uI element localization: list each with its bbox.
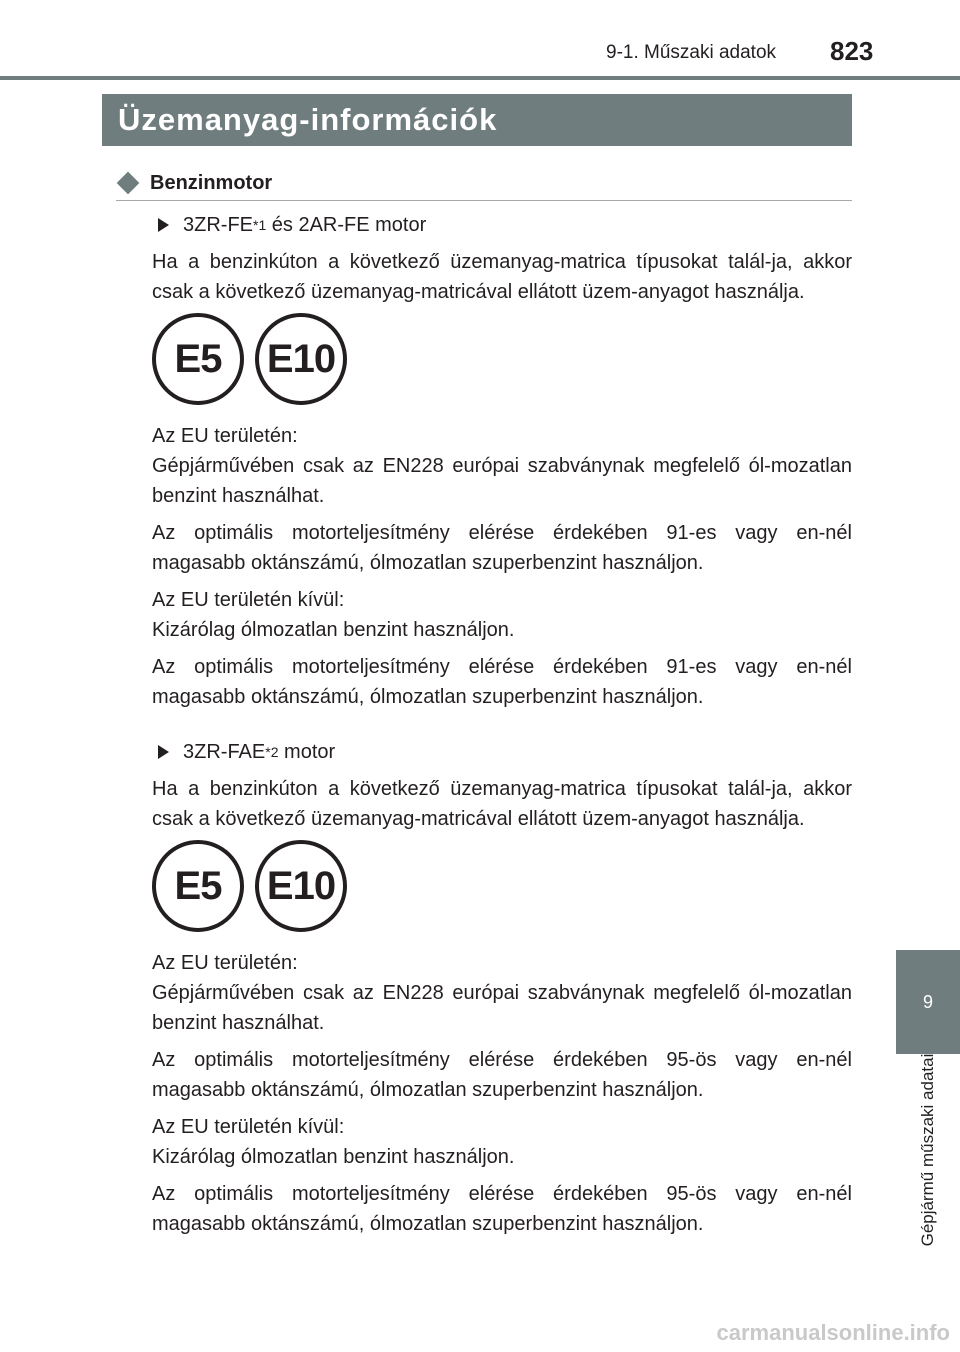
page-number: 823	[830, 36, 874, 66]
fuel-badge-e5: E5	[152, 840, 244, 932]
fuel-badge-e5: E5	[152, 313, 244, 405]
engine-name: 3ZR-FAE	[183, 740, 266, 763]
watermark: carmanualsonline.info	[716, 1320, 950, 1345]
engine-suffix: és 2AR-FE motor	[266, 213, 427, 236]
eu-text: Gépjárművében csak az EN228 európai szabványnak megfelelő ól-mozatlan benzint használhat.	[152, 982, 852, 1034]
diamond-icon	[117, 172, 140, 195]
engine-suffix: motor	[278, 740, 336, 763]
engine-section-2	[152, 737, 852, 1239]
eu-optimal-text: Az optimális motorteljesítmény elérése érdekében 91-es vagy en-nél magasabb oktánszámú, ólmozatlan szuperbenzint használjon.	[152, 522, 852, 574]
eu-text: Gépjárművében csak az EN228 európai szabványnak megfelelő ól-mozatlan benzint használhat.	[152, 455, 852, 507]
fuel-badges	[152, 840, 852, 948]
triangle-bullet-icon	[158, 218, 169, 232]
chapter-label-text: Gépjármű műszaki adatai	[918, 1053, 937, 1247]
engine-section-1	[152, 210, 852, 712]
triangle-bullet-icon	[158, 745, 169, 759]
eu-label: Az EU területén:	[152, 952, 298, 974]
outside-eu-optimal-text: Az optimális motorteljesítmény elérése érdekében 95-ös vagy en-nél magasabb oktánszámú, ólmozatlan szuperbenzint használjon.	[152, 1183, 852, 1235]
subheading-text: Benzinmotor	[150, 171, 273, 194]
outside-eu-text: Kizárólag ólmozatlan benzint használjon.	[152, 619, 515, 641]
fuel-badge-e10: E10	[255, 313, 347, 405]
chapter-number: 9	[922, 991, 933, 1012]
eu-label: Az EU területén:	[152, 425, 298, 447]
engine-heading: 3ZR-FE *1 és 2AR-FE motor	[152, 210, 852, 240]
outside-eu-text: Kizárólag ólmozatlan benzint használjon.	[152, 1146, 515, 1168]
fuel-badges	[152, 313, 852, 421]
intro-paragraph: Ha a benzinkúton a következő üzemanyag-matrica típusokat talál-ja, akkor csak a következő üzemanyag-matricával ellátott üzem-anyagot használja.	[152, 778, 852, 830]
header-section-title: 9-1. Műszaki adatok	[606, 42, 777, 63]
engine-heading: 3ZR-FAE *2 motor	[152, 737, 852, 767]
eu-optimal-text: Az optimális motorteljesítmény elérése érdekében 95-ös vagy en-nél magasabb oktánszámú, ólmozatlan szuperbenzint használjon.	[152, 1049, 852, 1101]
outside-eu-label: Az EU területén kívül:	[152, 589, 345, 611]
fuel-badge-e10: E10	[255, 840, 347, 932]
page-title: Üzemanyag-információk	[118, 102, 498, 137]
header-rule	[0, 76, 960, 80]
intro-paragraph: Ha a benzinkúton a következő üzemanyag-matrica típusokat talál-ja, akkor csak a következő üzemanyag-matricával ellátott üzem-anyagot használja.	[152, 251, 852, 303]
engine-name: 3ZR-FE	[183, 213, 253, 236]
chapter-tab	[896, 950, 960, 1054]
subheading	[116, 166, 852, 201]
outside-eu-optimal-text: Az optimális motorteljesítmény elérése érdekében 91-es vagy en-nél magasabb oktánszámú, ólmozatlan szuperbenzint használjon.	[152, 656, 852, 708]
title-bar	[102, 94, 852, 146]
outside-eu-label: Az EU területén kívül:	[152, 1116, 345, 1138]
